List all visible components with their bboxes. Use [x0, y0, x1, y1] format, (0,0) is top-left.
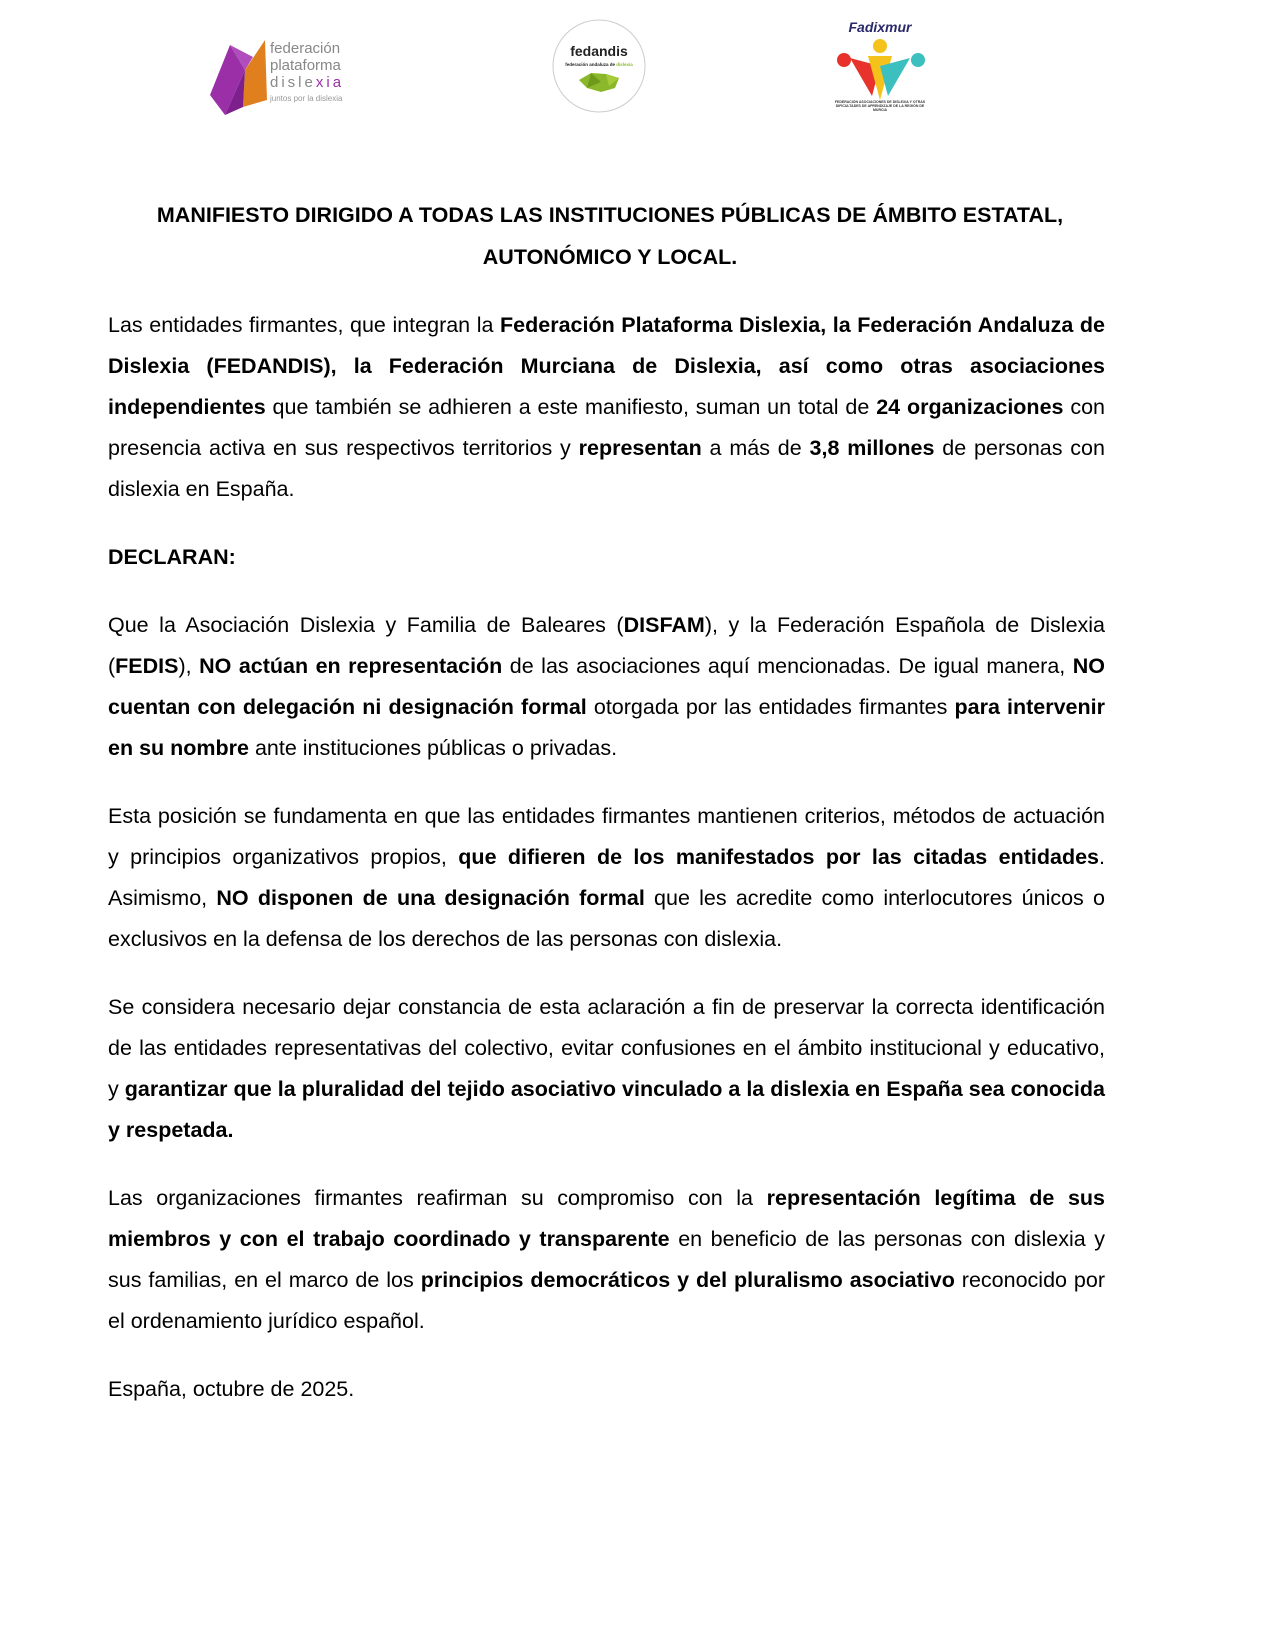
- text: ante instituciones públicas o privadas.: [248, 736, 618, 760]
- body-paragraph: [108, 987, 1105, 1151]
- bold-text: DISFAM: [623, 613, 705, 637]
- text: que les acredite como interlocutores únicos o exclusivos en la defensa de los derechos de las personas con dislexia.: [108, 886, 1105, 951]
- text: . Asimismo,: [108, 845, 1105, 910]
- svg-text:plataforma: plataforma: [270, 57, 341, 74]
- date-line: España, octubre de 2025.: [108, 1377, 355, 1401]
- bold-text: representan: [578, 436, 702, 460]
- text: en beneficio de las personas con dislexia y sus familias, en el marco de los: [108, 1227, 1105, 1292]
- body-paragraph: [108, 305, 1105, 510]
- text: Se considera necesario dejar constancia de esta aclaración a fin de preservar la correcta identificación de las entidades representativas del colectivo, evitar confusiones en el ámbito institucional y educativo, y: [108, 995, 1105, 1101]
- text: que también se adhieren a este manifiesto, suman un total de: [265, 395, 877, 419]
- bold-text: 3,8 millones: [809, 436, 935, 460]
- body-paragraph: [108, 1178, 1105, 1342]
- text: a más de: [701, 436, 810, 460]
- bold-text: representación legítima de sus miembros y con el trabajo coordinado y transparente: [108, 1186, 1105, 1251]
- title-line-2: AUTONÓMICO Y LOCAL.: [482, 244, 738, 269]
- bold-text: NO actúan en representación: [199, 654, 503, 678]
- federacion-plataforma-dislexia-logo: [205, 35, 365, 120]
- svg-text:dislexia: dislexia: [270, 74, 345, 91]
- declaran-heading: [108, 537, 1105, 578]
- document-title: [90, 195, 1130, 278]
- header-logos: [0, 0, 1275, 140]
- bold-text: principios democráticos y del pluralismo asociativo: [420, 1268, 955, 1292]
- bold-text: garantizar que la pluralidad del tejido asociativo vinculado a la dislexia en España sea conocida y respetada.: [108, 1077, 1105, 1142]
- bold-text: que difieren de los manifestados por las citadas entidades: [458, 845, 1100, 869]
- text: ), y la Federación Española de Dislexia (: [108, 613, 1106, 678]
- bold-text: Federación Plataforma Dislexia, la Federación Andaluza de Dislexia (FEDANDIS), la Federación Murciana de Dislexia, así como otras asociaciones independientes: [108, 313, 1105, 419]
- bold-text: NO disponen de una designación formal: [216, 886, 645, 910]
- document-body: [108, 305, 1105, 1437]
- fadixmur-logo: Fadixmur FEDERACIÓN ASOCIACIONES DE DISLEXIA Y OTRAS DIFICULTADES DE APRENDIZAJE DE LA REGIÓN DE MURCIA: [834, 19, 926, 112]
- text: Las entidades firmantes, que integran la: [108, 313, 501, 337]
- svg-text:federación: federación: [270, 40, 341, 57]
- fedandis-logo: [551, 18, 647, 114]
- svg-text:Fadixmur: Fadixmur: [848, 19, 912, 35]
- svg-text:fedandis: fedandis: [570, 43, 628, 59]
- bold-text: DECLARAN:: [108, 545, 236, 569]
- text: de las asociaciones aquí mencionadas. De igual manera,: [502, 654, 1073, 678]
- text: Que la Asociación Dislexia y Familia de Baleares (: [108, 613, 624, 637]
- bold-text: para intervenir en su nombre: [108, 695, 1105, 760]
- body-paragraph: [108, 796, 1105, 960]
- bold-text: 24 organizaciones: [876, 395, 1064, 419]
- svg-text:juntos por la dislexia: juntos por la dislexia: [270, 94, 343, 103]
- text: reconocido por el ordenamiento jurídico español.: [108, 1268, 1106, 1333]
- svg-text:federación andaluza de dislexi: federación andaluza de dislexia: [565, 62, 633, 67]
- title-line-1: MANIFIESTO DIRIGIDO A TODAS LAS INSTITUCIONES PÚBLICAS DE ÁMBITO ESTATAL,: [156, 203, 1064, 227]
- bold-text: NO cuentan con delegación ni designación formal: [108, 654, 1105, 719]
- bold-text: FEDIS: [115, 654, 179, 678]
- text: Las organizaciones firmantes reafirman su compromiso con la: [108, 1186, 767, 1210]
- text: otorgada por las entidades firmantes: [586, 695, 955, 719]
- text: con presencia activa en sus respectivos territorios y: [108, 395, 1105, 460]
- text: ),: [178, 654, 200, 678]
- text: Esta posición se fundamenta en que las entidades firmantes mantienen criterios, métodos de actuación y principios organizativos propios,: [108, 804, 1105, 869]
- body-paragraph: [108, 605, 1105, 769]
- text: de personas con dislexia en España.: [108, 436, 1105, 501]
